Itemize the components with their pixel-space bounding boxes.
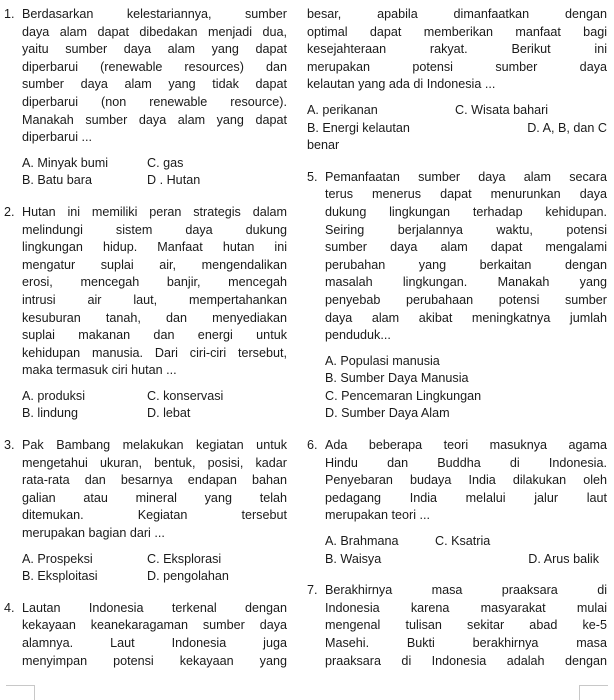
question-line: Manakah sumber daya alam yang dapat [22, 112, 287, 127]
question-text [325, 169, 607, 345]
question-number: 6. [307, 438, 318, 453]
answer-options [22, 155, 287, 190]
option-a: A. Brahmana [325, 534, 399, 549]
option-a: A. perikanan [307, 102, 378, 117]
question-line: terus menerus dapat menurunkan daya [325, 187, 607, 202]
option-b: B. Sumber Daya Manusia [325, 371, 469, 386]
option-d: D. Sumber Daya Alam [325, 406, 450, 421]
question-line: penduduk... [325, 328, 391, 343]
question-line: erosi, mencegah banjir, mencegah [22, 275, 287, 290]
question-line: ditemukan. Kegiatan tersebut [22, 508, 287, 523]
question-line: praaksara di Indonesia adalah dengan [325, 653, 607, 668]
question-text [22, 204, 287, 380]
question-text [325, 437, 607, 525]
question-line: sumber daya alam dapat mengalami [325, 240, 607, 255]
question-line: kehidupan manusia. Dari ciri-ciri tersebut, [22, 345, 287, 360]
question-number: 5. [307, 169, 318, 184]
option-d: D. pengolahan [147, 569, 229, 584]
question-line: Seiring berjalannya waktu, potensi [325, 222, 607, 237]
answer-options [325, 353, 607, 423]
question-line: intrusi air laut, mempertahankan [22, 292, 287, 307]
question-line: merupakan potensi sumber daya [307, 59, 607, 74]
question-line: suplai makanan dan energi untuk [22, 328, 287, 343]
question-line: diperbarui (renewable resources) dan [22, 59, 287, 74]
option-d: D. Arus balik [528, 551, 599, 566]
question-line: Berdasarkan kelestariannya, sumber [22, 7, 287, 21]
question-line: Lautan Indonesia terkenal dengan [22, 600, 287, 615]
question-line: perubahan yang berkaitan dengan [325, 257, 607, 272]
question-line: Pemanfaatan sumber daya alam secara [325, 169, 607, 184]
answer-options [307, 102, 607, 137]
question-line: masalah lingkungan. Manakah yang [325, 275, 607, 290]
option-b: B. Eksploitasi [22, 569, 98, 584]
question-line: sumber daya alam yang tidak dapat [22, 77, 287, 92]
question-number: 3. [4, 438, 15, 453]
option-a: A. Minyak bumi [22, 155, 109, 170]
question-7 [307, 582, 607, 670]
question-line: diperbarui ... [22, 130, 93, 145]
page-corner-mark-right [579, 685, 608, 700]
question-line: penyebab perubahaan potensi sumber [325, 292, 607, 307]
option-b: B. Batu bara [22, 173, 93, 188]
option-b: B. Waisya [325, 551, 382, 566]
option-c: C. gas [147, 155, 184, 170]
question-line: Hindu dan Buddha di Indonesia. [325, 455, 607, 470]
question-line: dukung lingkungan terhadap kehidupan. [325, 204, 607, 219]
question-line: maka termasuk ciri hutan ... [22, 363, 177, 378]
option-a: A. Prospeksi [22, 551, 93, 566]
question-line: lingkungan hidup. Manfaat hutan ini [22, 240, 287, 255]
question-line: diperbarui (non renewable resource). [22, 94, 287, 109]
question-line: rata-rata dan besarnya endapan bahan [22, 473, 287, 488]
question-line: kesuburan tanah, dan menyediakan [22, 310, 287, 325]
question-5 [307, 169, 607, 423]
question-line: kelautan yang ada di Indonesia ... [307, 77, 496, 92]
question-number: 4. [4, 600, 15, 615]
question-number: 1. [4, 7, 15, 21]
question-line: alamnya. Laut Indonesia juga [22, 636, 287, 650]
question-3 [4, 437, 287, 586]
question-line: melindungi sistem daya dukung [22, 222, 287, 237]
question-line: pedagang India melalui jalur laut [325, 490, 607, 505]
option-c: C. Eksplorasi [147, 551, 222, 566]
option-b: B. Energi kelautan [307, 120, 410, 135]
question-line: Ada beberapa teori masuknya agama [325, 438, 607, 453]
question-line: menyimpan potensi kekayaan yang [22, 653, 287, 668]
option-d: D. A, B, dan C [527, 120, 607, 135]
question-line: merupakan bagian dari ... [22, 526, 165, 541]
option-c: C. Ksatria [435, 534, 491, 549]
question-line: Hutan ini memiliki peran strategis dalam [22, 204, 287, 219]
option-c: C. konservasi [147, 388, 224, 403]
question-6 [307, 437, 607, 568]
question-line: optimal dapat memberikan manfaat bagi [307, 24, 607, 39]
question-line: galian atau mineral yang telah [22, 490, 287, 505]
question-line: mengatur suplai air, mengendalikan [22, 257, 287, 272]
page-corner-mark-left [6, 685, 35, 700]
answer-options [22, 388, 287, 423]
question-line: kesejahteraan rakyat. Berikut ini [307, 42, 607, 57]
question-1 [4, 6, 287, 190]
question-line: mengenal tulisan sekitar abad ke-5 [325, 618, 607, 633]
answer-options [325, 533, 607, 568]
question-line: besar, apabila dimanfaatkan dengan [307, 7, 607, 21]
option-tail: benar [307, 138, 340, 153]
question-line: Masehi. Bukti berakhirnya masa [325, 636, 607, 650]
question-text [22, 600, 287, 670]
option-d: D . Hutan [147, 173, 201, 188]
question-text [325, 582, 607, 670]
question-line: daya alam dapat dibedakan menjadi dua, [22, 24, 287, 39]
right-column [307, 6, 607, 670]
question-line: Pak Bambang melakukan kegiatan untuk [22, 438, 287, 453]
question-text [22, 437, 287, 543]
question-number: 7. [307, 583, 318, 598]
option-c: C. Wisata bahari [455, 102, 549, 117]
option-a: A. produksi [22, 388, 85, 403]
answer-options [22, 551, 287, 586]
question-line: daya alam akibat meningkatnya jumlah [325, 310, 607, 325]
option-b: B. lindung [22, 406, 79, 421]
question-line: merupakan teori ... [325, 508, 430, 523]
question-line: Penyebaran budaya India dilakukan oleh [325, 473, 607, 488]
question-4 [4, 600, 287, 670]
question-line: yaitu sumber daya alam yang dapat [22, 42, 287, 57]
left-column [4, 6, 287, 670]
question-text [22, 6, 287, 147]
question-line: kekayaan keanekaragaman sumber daya [22, 618, 287, 633]
question-line: mengetahui ukuran, bentuk, posisi, kadar [22, 455, 287, 470]
option-c: C. Pencemaran Lingkungan [325, 388, 482, 403]
option-d: D. lebat [147, 406, 191, 421]
question-4-continuation [307, 6, 607, 155]
option-a: A. Populasi manusia [325, 353, 440, 368]
question-number: 2. [4, 204, 15, 219]
question-2 [4, 204, 287, 423]
question-line: Berakhirnya masa praaksara di [325, 583, 607, 598]
question-line: Indonesia karena masyarakat mulai [325, 600, 607, 615]
